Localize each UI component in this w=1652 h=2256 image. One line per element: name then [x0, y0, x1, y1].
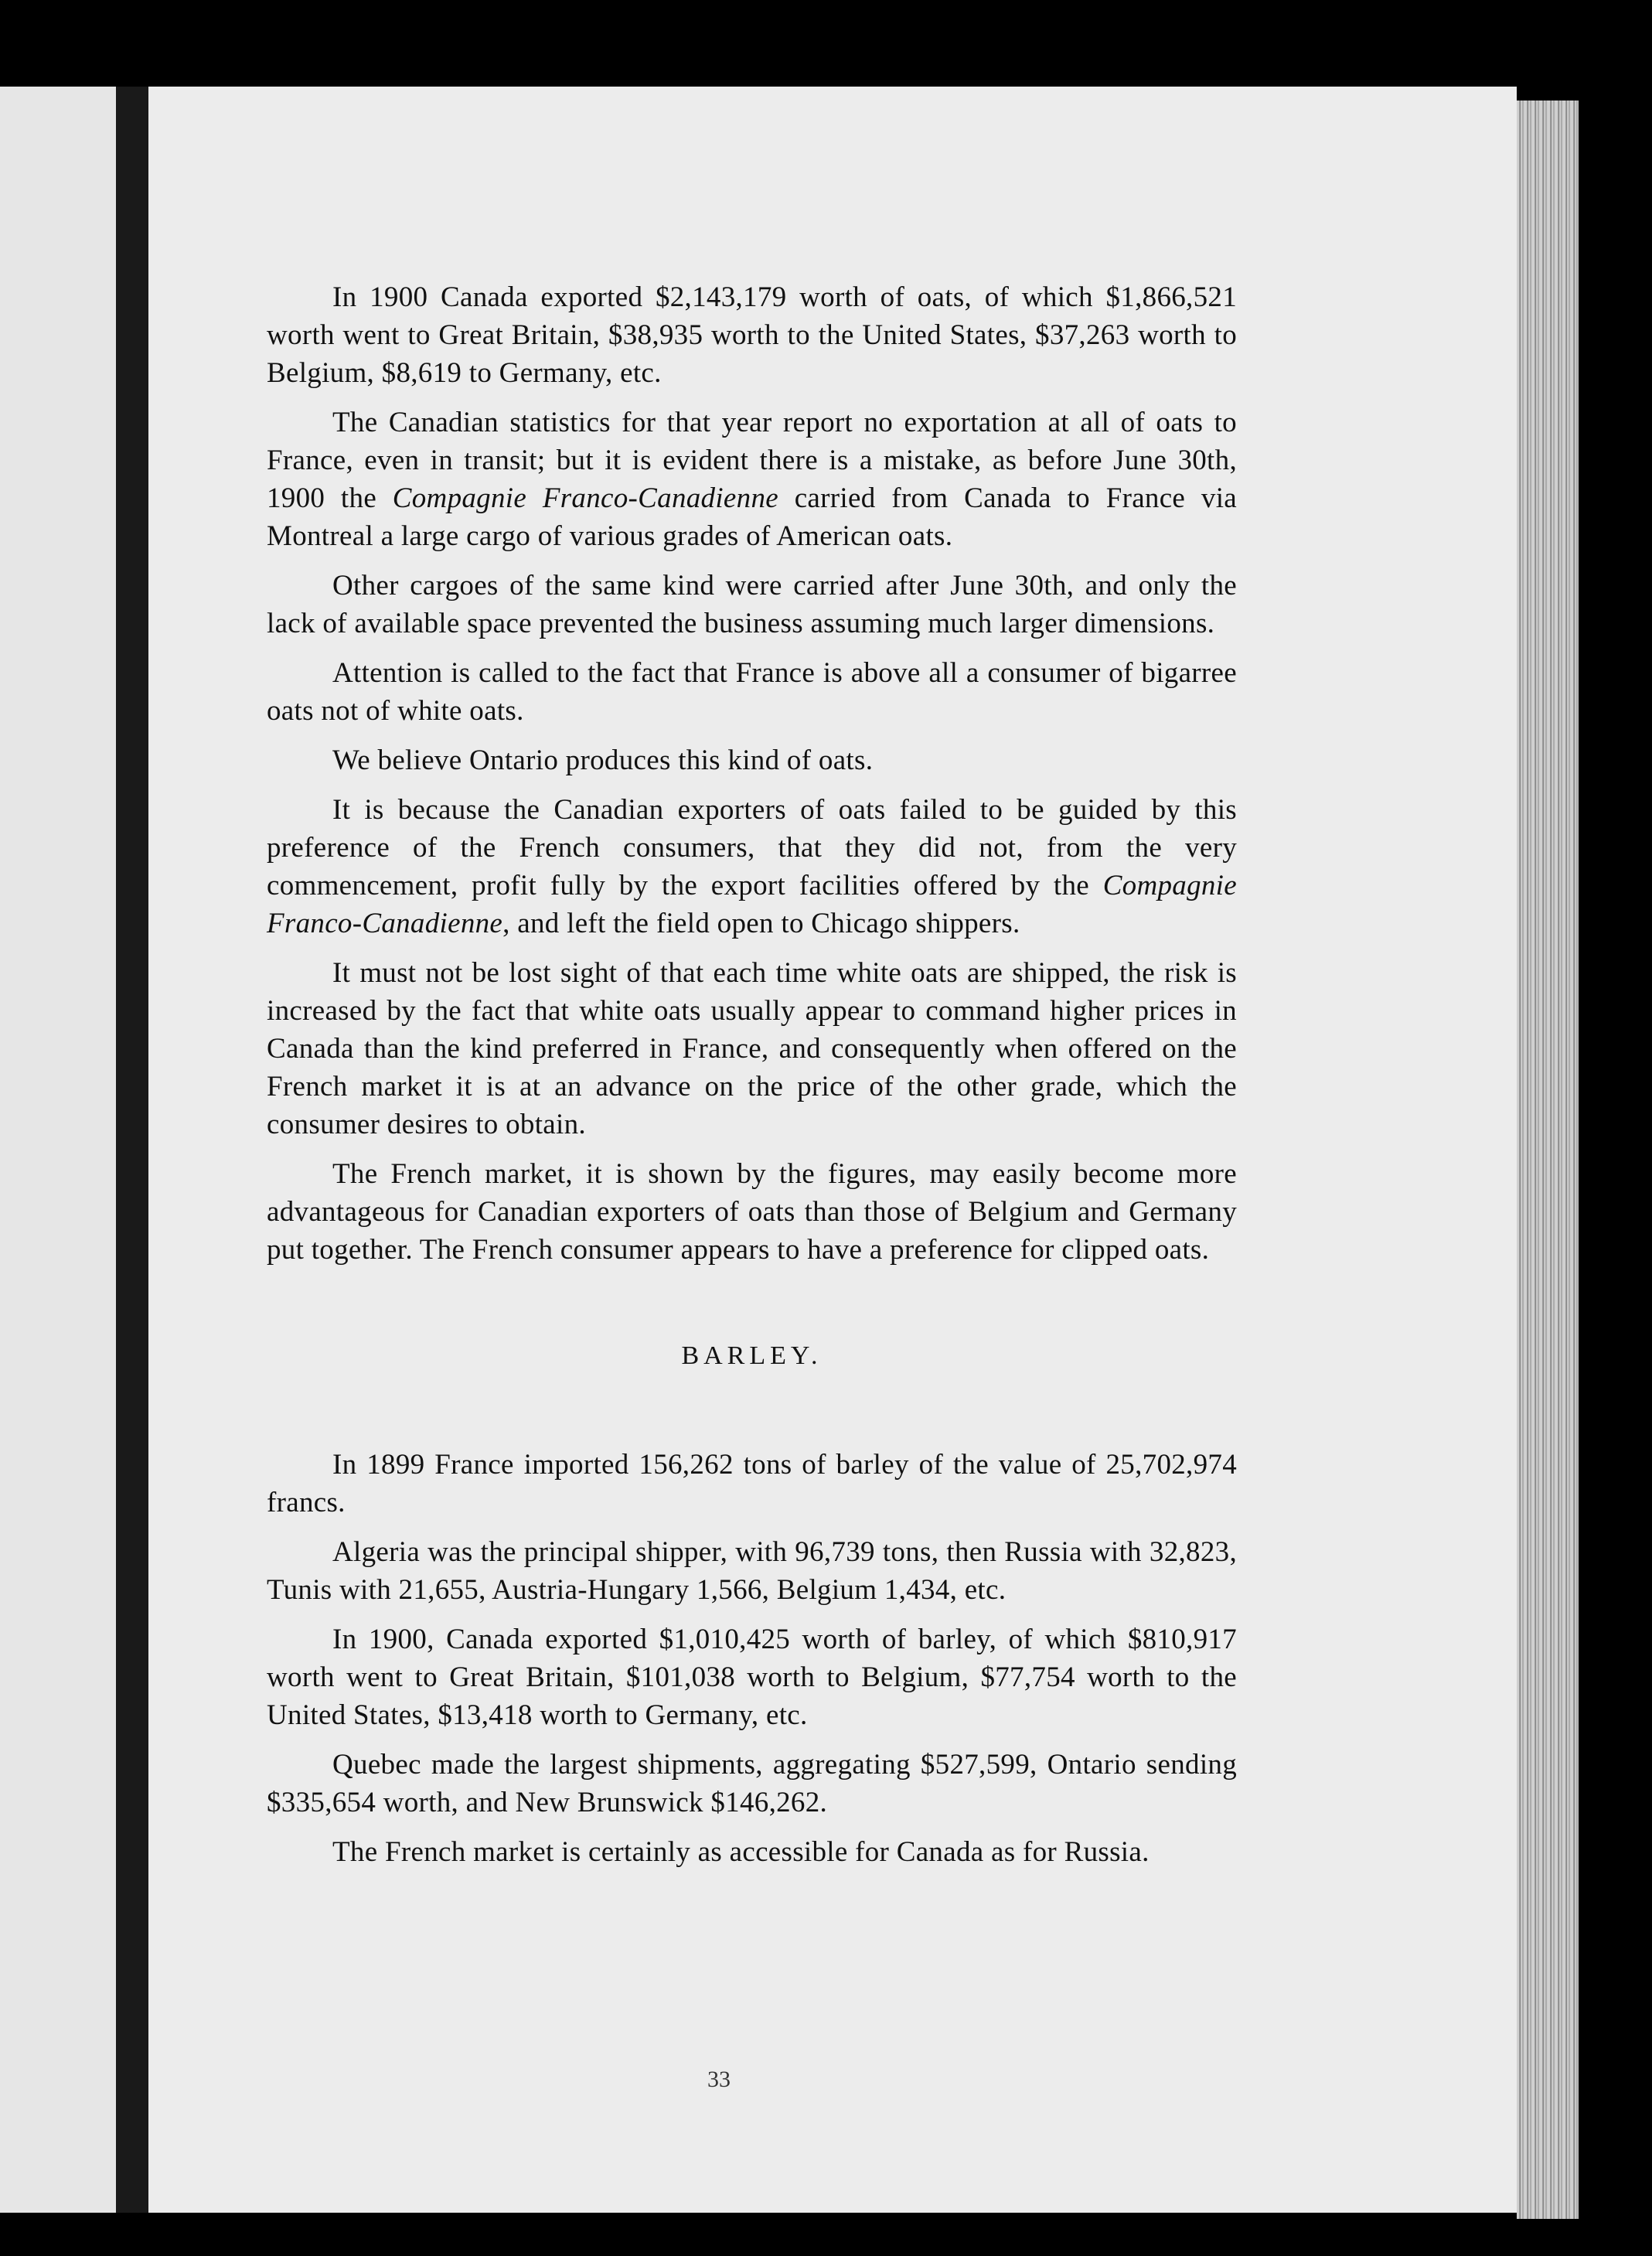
page-number: 33 — [707, 2067, 731, 2092]
page-text — [267, 278, 1237, 1883]
left-page-edge — [0, 87, 116, 2213]
paragraph: In 1900, Canada exported $1,010,425 worth of barley, of which $810,917 worth went to Great Britain, $101,038 worth to Belgium, $77,754 worth to the United States, $13,418 worth to Germany, etc. — [267, 1624, 1237, 1731]
paragraph: The French market, it is shown by the figures, may easily become more advantageous for Canadian exporters of oats than those of Belgium and Germany put together. The French consumer appears to have a preference for clipped oats. — [267, 1158, 1237, 1266]
paragraph: The French market is certainly as accessible for Canada as for Russia. — [332, 1836, 1150, 1868]
paragraph: It is because the Canadian exporters of oats failed to be guided by this preference of the French consumers, that they did not, from the very commencement, profit fully by the export facilities offered by the Compagnie Franco-Canadienne, and left the field open to Chicago shippers. — [267, 794, 1237, 939]
paragraph: The Canadian statistics for that year report no exportation at all of oats to France, even in transit; but it is evident there is a mistake, as before June 30th, 1900 the Compagnie Franco-Canadienne carried from Canada to France via Montreal a large cargo of various grades of American oats. — [267, 407, 1237, 552]
book-spine — [116, 87, 148, 2213]
paragraph: In 1899 France imported 156,262 tons of barley of the value of 25,702,974 francs. — [267, 1449, 1237, 1518]
paragraph: We believe Ontario produces this kind of oats. — [332, 745, 874, 776]
section-heading: BARLEY. — [681, 1341, 823, 1370]
paragraph: It must not be lost sight of that each time white oats are shipped, the risk is increased by the fact that white oats usually appear to command higher prices in Canada than the kind preferred in France, and consequently when offered on the French market it is at an advance on the price of the other grade, which the consumer desires to obtain. — [267, 957, 1237, 1140]
paragraph: Algeria was the principal shipper, with 96,739 tons, then Russia with 32,823, Tunis with 21,655, Austria-Hungary 1,566, Belgium 1,434, etc. — [267, 1536, 1237, 1606]
paragraph: Attention is called to the fact that France is above all a consumer of bigarree oats not of white oats. — [267, 657, 1237, 727]
paragraph: Quebec made the largest shipments, aggregating $527,599, Ontario sending $335,654 worth, and New Brunswick $146,262. — [267, 1749, 1237, 1818]
page-edges — [1517, 101, 1579, 2219]
paragraph: In 1900 Canada exported $2,143,179 worth of oats, of which $1,866,521 worth went to Great Britain, $38,935 worth to the United States, $37,263 worth to Belgium, $8,619 to Germany, etc. — [267, 281, 1237, 389]
paragraph: Other cargoes of the same kind were carried after June 30th, and only the lack of available space prevented the business assuming much larger dimensions. — [267, 570, 1237, 639]
